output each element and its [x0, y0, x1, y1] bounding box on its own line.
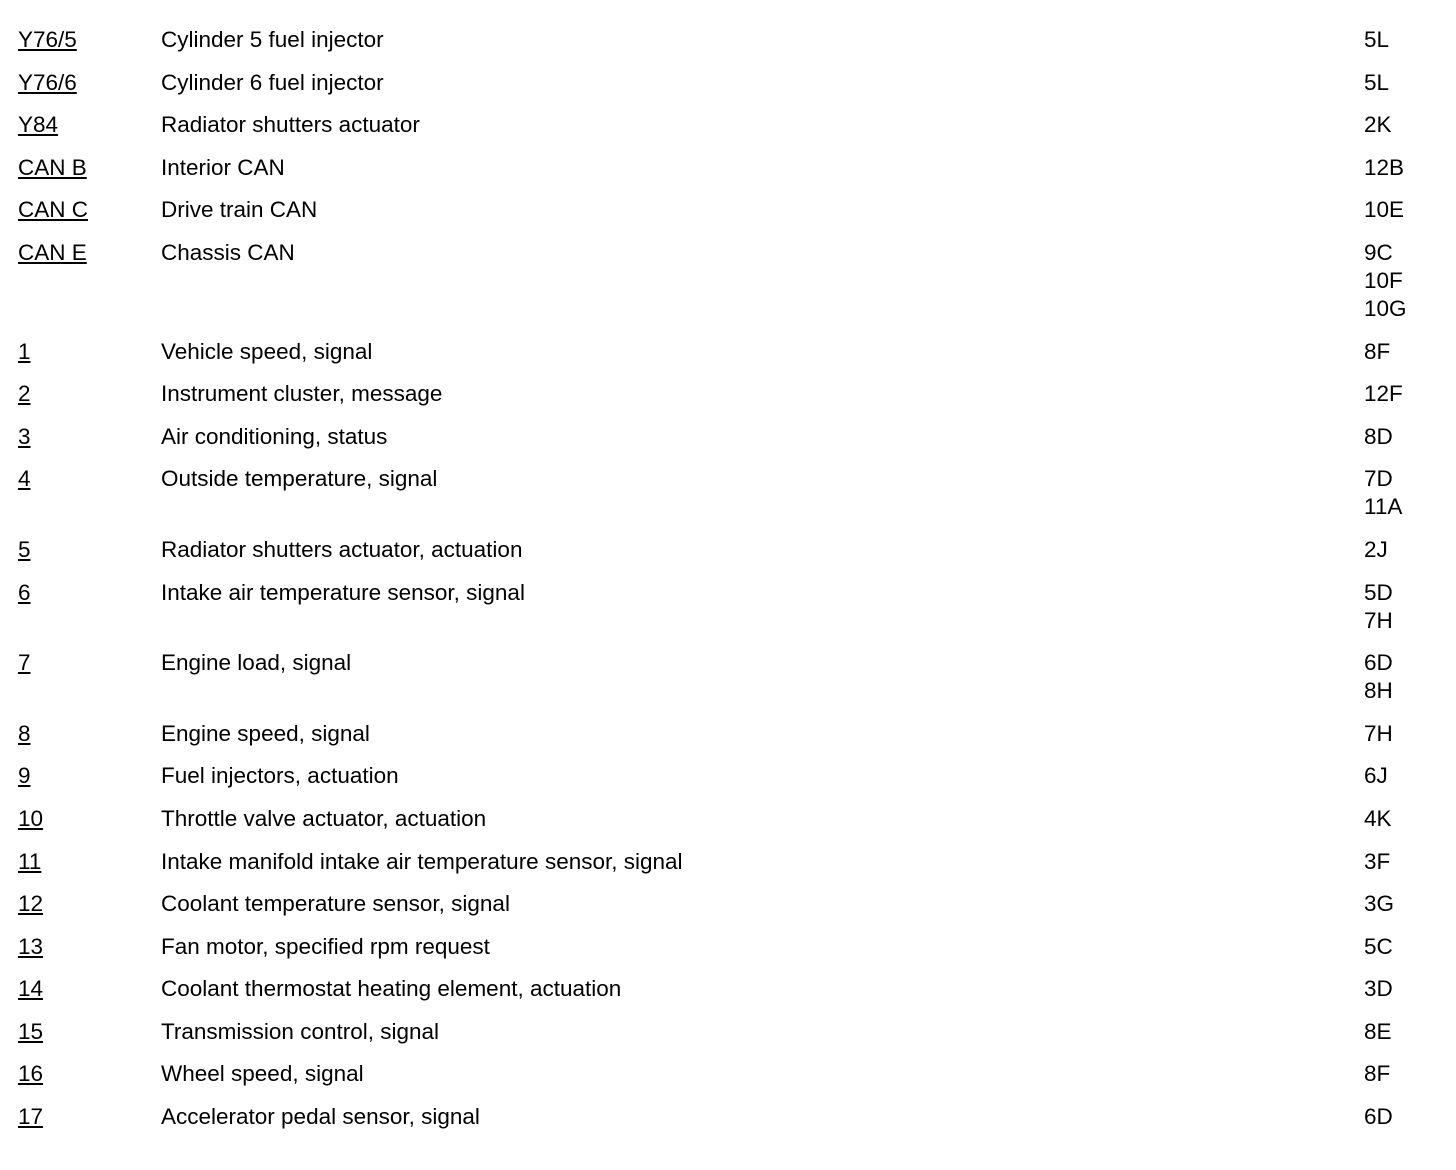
- legend-code-link[interactable]: 1: [18, 338, 31, 364]
- grid-reference: 4K: [1364, 805, 1392, 831]
- legend-code-cell: [18, 890, 161, 918]
- grid-reference: 5L: [1364, 27, 1390, 52]
- grid-reference: 10E: [1364, 197, 1405, 223]
- grid-reference: 2K: [1364, 112, 1392, 138]
- legend-code-cell: [18, 848, 161, 876]
- legend-code-link[interactable]: 8: [18, 720, 31, 746]
- legend-row: [18, 26, 1438, 69]
- legend-description: Fuel injectors, actuation: [161, 763, 399, 789]
- legend-description: Engine speed, signal: [161, 720, 370, 746]
- grid-reference: 8H: [1364, 678, 1393, 704]
- grid-reference: 6D: [1364, 1104, 1393, 1130]
- legend-code-cell: [18, 1103, 161, 1131]
- legend-row: [18, 1060, 1438, 1103]
- grid-reference: 6D: [1364, 650, 1393, 676]
- legend-code-link[interactable]: 17: [18, 1104, 44, 1130]
- grid-reference: 3F: [1364, 848, 1391, 874]
- legend-code-cell: [18, 239, 161, 267]
- legend-grid-refs: [1364, 1103, 1438, 1131]
- legend-grid-refs: [1364, 196, 1438, 224]
- legend-description: Cylinder 6 fuel injector: [161, 69, 384, 95]
- legend-code-link[interactable]: 5: [18, 536, 31, 562]
- legend-code-cell: [18, 536, 161, 564]
- legend-row: [18, 805, 1438, 848]
- legend-code-link[interactable]: 14: [18, 976, 44, 1002]
- legend-code-link[interactable]: Y84: [18, 112, 59, 138]
- legend-grid-refs: [1364, 380, 1438, 408]
- legend-code-cell: [18, 423, 161, 451]
- legend-code-link[interactable]: 15: [18, 1018, 44, 1044]
- legend-code-link[interactable]: 11: [18, 848, 42, 874]
- legend-row: [18, 154, 1438, 197]
- legend-code-link[interactable]: 6: [18, 579, 31, 605]
- legend-grid-refs: [1364, 805, 1438, 833]
- legend-row: [18, 933, 1438, 976]
- legend-code-cell: [18, 196, 161, 224]
- legend-grid-refs: [1364, 154, 1438, 182]
- legend-grid-refs: [1364, 465, 1438, 521]
- legend-code-cell: [18, 762, 161, 790]
- grid-reference: 10F: [1364, 267, 1403, 293]
- legend-grid-refs: [1364, 338, 1438, 366]
- grid-reference: 3G: [1364, 891, 1395, 917]
- legend-description: Accelerator pedal sensor, signal: [161, 1104, 480, 1130]
- grid-reference: 8E: [1364, 1018, 1392, 1044]
- grid-reference: 5D: [1364, 579, 1393, 605]
- legend-row: [18, 975, 1438, 1018]
- legend-grid-refs: [1364, 69, 1438, 97]
- legend-grid-refs: [1364, 111, 1438, 139]
- legend-grid-refs: [1364, 720, 1438, 748]
- legend-description: Intake air temperature sensor, signal: [161, 579, 525, 605]
- legend-code-link[interactable]: 13: [18, 933, 44, 959]
- legend-grid-refs: [1364, 579, 1438, 635]
- legend-grid-refs: [1364, 933, 1438, 961]
- grid-reference: 6J: [1364, 763, 1388, 789]
- legend-grid-refs: [1364, 423, 1438, 451]
- legend-row: [18, 536, 1438, 579]
- grid-reference: 5L: [1364, 69, 1390, 95]
- legend-row: [18, 111, 1438, 154]
- legend-grid-refs: [1364, 239, 1438, 323]
- grid-reference: 10G: [1364, 295, 1407, 321]
- legend-code-cell: [18, 1018, 161, 1046]
- legend-grid-refs: [1364, 762, 1438, 790]
- grid-reference: 7D: [1364, 466, 1393, 492]
- component-legend: [18, 26, 1438, 1146]
- legend-description: Air conditioning, status: [161, 423, 388, 449]
- legend-row: [18, 890, 1438, 933]
- legend-code-link[interactable]: Y76/5: [18, 27, 77, 52]
- legend-code-cell: [18, 1060, 161, 1088]
- legend-code-link[interactable]: Y76/6: [18, 69, 77, 95]
- grid-reference: 8F: [1364, 1061, 1391, 1087]
- legend-code-cell: [18, 933, 161, 961]
- legend-row: [18, 579, 1438, 650]
- grid-reference: 8D: [1364, 423, 1393, 449]
- legend-grid-refs: [1364, 1018, 1438, 1046]
- grid-reference: 12F: [1364, 381, 1403, 407]
- grid-reference: 2J: [1364, 536, 1388, 562]
- legend-description: Instrument cluster, message: [161, 381, 443, 407]
- legend-code-cell: [18, 720, 161, 748]
- legend-code-cell: [18, 649, 161, 677]
- legend-description: Radiator shutters actuator: [161, 112, 420, 138]
- legend-code-link[interactable]: CAN B: [18, 154, 87, 180]
- legend-grid-refs: [1364, 649, 1438, 705]
- legend-grid-refs: [1364, 26, 1438, 54]
- legend-row: [18, 720, 1438, 763]
- legend-description: Radiator shutters actuator, actuation: [161, 536, 523, 562]
- legend-row: [18, 69, 1438, 112]
- legend-code-link[interactable]: 3: [18, 423, 31, 449]
- legend-row: [18, 423, 1438, 466]
- legend-description: Fan motor, specified rpm request: [161, 933, 490, 959]
- legend-code-cell: [18, 154, 161, 182]
- grid-reference: 7H: [1364, 607, 1393, 633]
- legend-grid-refs: [1364, 536, 1438, 564]
- legend-code-link[interactable]: 10: [18, 805, 44, 831]
- legend-code-cell: [18, 380, 161, 408]
- legend-code-link[interactable]: CAN C: [18, 197, 89, 223]
- grid-reference: 5C: [1364, 933, 1393, 959]
- legend-description: Throttle valve actuator, actuation: [161, 805, 487, 831]
- legend-grid-refs: [1364, 890, 1438, 918]
- grid-reference: 9C: [1364, 239, 1393, 265]
- legend-row: [18, 338, 1438, 381]
- legend-code-cell: [18, 69, 161, 97]
- legend-code-cell: [18, 111, 161, 139]
- legend-description: Interior CAN: [161, 154, 285, 180]
- legend-code-link[interactable]: 9: [18, 763, 31, 789]
- legend-description: Transmission control, signal: [161, 1018, 440, 1044]
- legend-code-cell: [18, 465, 161, 493]
- grid-reference: 11A: [1364, 494, 1403, 520]
- legend-description: Outside temperature, signal: [161, 466, 438, 492]
- legend-description: Vehicle speed, signal: [161, 338, 373, 364]
- legend-row: [18, 1103, 1438, 1146]
- legend-code-link[interactable]: CAN E: [18, 239, 87, 265]
- legend-row: [18, 465, 1438, 536]
- legend-code-cell: [18, 975, 161, 1003]
- legend-code-cell: [18, 805, 161, 833]
- legend-grid-refs: [1364, 975, 1438, 1003]
- legend-description: Coolant thermostat heating element, actuation: [161, 976, 622, 1002]
- legend-grid-refs: [1364, 1060, 1438, 1088]
- legend-code-link[interactable]: 12: [18, 891, 44, 917]
- legend-code-cell: [18, 338, 161, 366]
- grid-reference: 12B: [1364, 154, 1405, 180]
- grid-reference: 3D: [1364, 976, 1393, 1002]
- legend-row: [18, 848, 1438, 891]
- grid-reference: 8F: [1364, 338, 1391, 364]
- legend-description: Wheel speed, signal: [161, 1061, 364, 1087]
- legend-row: [18, 380, 1438, 423]
- legend-description: Cylinder 5 fuel injector: [161, 27, 384, 52]
- legend-row: [18, 196, 1438, 239]
- legend-code-cell: [18, 26, 161, 54]
- legend-code-cell: [18, 579, 161, 607]
- legend-row: [18, 762, 1438, 805]
- legend-description: Chassis CAN: [161, 239, 295, 265]
- legend-code-link[interactable]: 16: [18, 1061, 44, 1087]
- legend-code-link[interactable]: 7: [18, 650, 31, 676]
- legend-row: [18, 239, 1438, 338]
- grid-reference: 7H: [1364, 720, 1393, 746]
- legend-code-link[interactable]: 2: [18, 381, 31, 407]
- legend-row: [18, 1018, 1438, 1061]
- legend-description: Coolant temperature sensor, signal: [161, 891, 510, 917]
- legend-description: Intake manifold intake air temperature sensor, signal: [161, 848, 683, 874]
- legend-grid-refs: [1364, 848, 1438, 876]
- legend-description: Drive train CAN: [161, 197, 318, 223]
- legend-description: Engine load, signal: [161, 650, 352, 676]
- legend-code-link[interactable]: 4: [18, 466, 31, 492]
- legend-row: [18, 649, 1438, 720]
